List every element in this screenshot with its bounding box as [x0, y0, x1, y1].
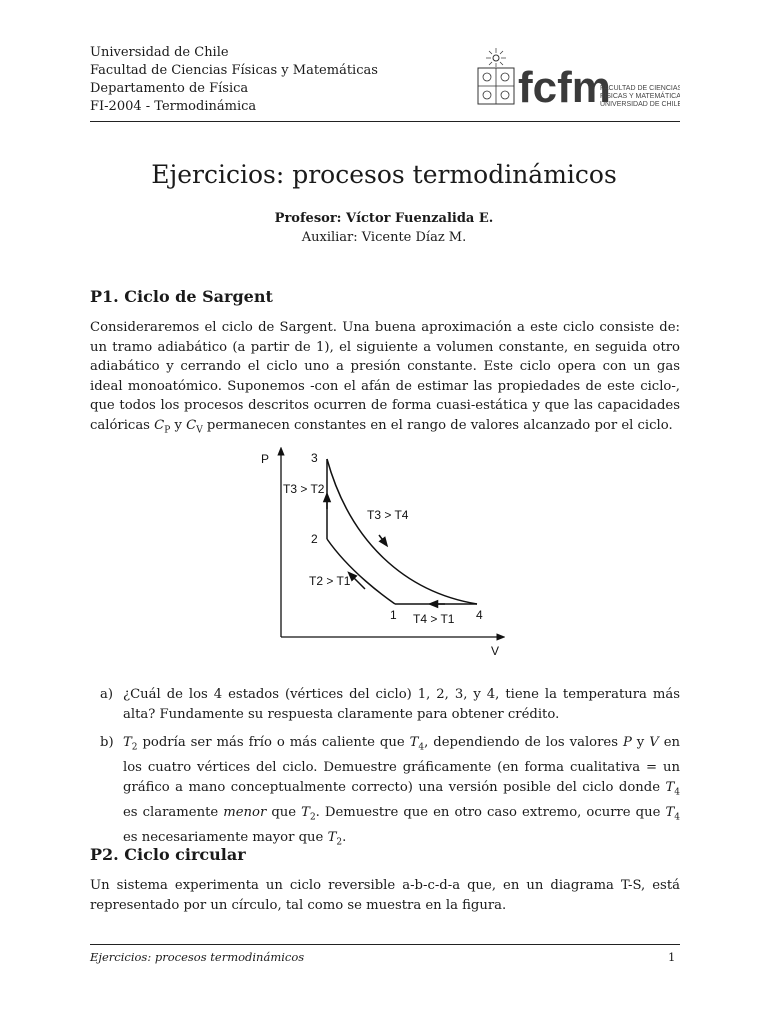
arrow-3-4: [379, 535, 385, 543]
arrow-1-2: [351, 575, 365, 589]
assistant-line: Auxiliar: Vicente Díaz M.: [301, 230, 467, 245]
p1-heading: P1. Ciclo de Sargent: [90, 287, 273, 306]
sym-sub: 2: [309, 812, 316, 823]
label-t2-gt-t1: T2 > T1: [309, 574, 351, 588]
p1-text-a: Consideraremos el ciclo de Sargent. Una buena aproximación a este ciclo consiste de: un tramo adiabático (a partir de 1), el siguiente a volumen constante, en seguida otro adiabático y cerrando el ciclo uno a presión constante. Este ciclo opera con un gas ideal monoatómico. Suponemos -con el afán de estimar las propiedades de este ciclo-, que todos los procesos descritos ocurren de forma cuasi-estática y que las capacidades calóricas: [90, 320, 680, 433]
text-run: , dependiendo de los valores: [424, 735, 623, 750]
page-title: Ejercicios: procesos termodinámicos: [151, 160, 617, 189]
sym-t: T: [123, 735, 132, 750]
sym-sub: 4: [674, 787, 680, 798]
text-run: que: [266, 804, 302, 820]
header-faculty: Facultad de Ciencias Físicas y Matemáticas: [90, 63, 378, 78]
text-run: . Demuestre que en otro caso extremo, ocurre que: [315, 804, 666, 820]
header-course: FI-2004 - Termodinámica: [90, 99, 257, 114]
header-department: Departamento de Física: [90, 81, 249, 96]
footer-title: Ejercicios: procesos termodinámicos: [90, 950, 305, 964]
university-seal-icon: [478, 48, 514, 104]
header-rule: [90, 121, 680, 122]
text-run: y: [631, 735, 650, 750]
p1-text-b: permanecen constantes en el rango de valores alcanzado por el ciclo.: [202, 417, 673, 433]
question-b-label: b): [100, 735, 114, 750]
question-b-text: [123, 733, 680, 853]
axis-v-label: V: [491, 644, 500, 658]
sym-t: T: [665, 779, 675, 795]
question-b: [90, 733, 681, 848]
professor-line: Profesor: Víctor Fuenzalida E.: [274, 211, 494, 226]
text-run: en los cuatro vértices del ciclo. Demuestre gráficamente (en forma cualitativa = un gráfico a mano conceptualmente correcto) una versión posible del ciclo donde: [123, 735, 681, 795]
footer-rule: [90, 944, 680, 945]
sym-sub: 2: [336, 837, 343, 848]
sym-t: T: [409, 735, 419, 750]
emph-menor: menor: [223, 804, 267, 820]
fcfm-logo: [470, 44, 680, 114]
sym-sub: 4: [418, 742, 425, 753]
question-a-text: ¿Cuál de los 4 estados (vértices del ciclo) 1, 2, 3, y 4, tiene la temperatura más alta? Fundamente su respuesta claramente para obtener crédito.: [123, 687, 680, 722]
p2-heading: P2. Ciclo circular: [90, 845, 246, 864]
logo-sub-1: FACULTAD DE CIENCIAS: [600, 85, 680, 92]
header-university: Universidad de Chile: [90, 45, 229, 60]
logo-wordmark: fcfm: [518, 63, 611, 112]
vertex-1-label: 1: [390, 608, 397, 622]
text-run: .: [342, 829, 347, 845]
vertex-2-label: 2: [311, 532, 318, 546]
sym-v: V: [649, 735, 659, 750]
text-run: podría ser más frío o más caliente que: [137, 735, 410, 750]
sym-t: T: [665, 804, 675, 820]
cp-subscript: P: [164, 425, 171, 436]
text-run: es necesariamente mayor que: [123, 829, 328, 845]
p1-text-and: y: [170, 417, 187, 433]
header-info: [90, 44, 378, 116]
cv-symbol: C: [186, 417, 197, 433]
page-number: 1: [668, 950, 676, 964]
label-t3-gt-t4: T3 > T4: [367, 508, 409, 522]
sargent-cycle-figure: [255, 447, 505, 662]
cp-symbol: C: [154, 417, 165, 433]
sym-t: T: [327, 829, 337, 845]
axis-p-label: P: [261, 452, 270, 466]
cv-subscript: V: [196, 425, 203, 436]
label-t4-gt-t1: T4 > T1: [413, 612, 455, 626]
sym-sub: 4: [674, 812, 680, 823]
sym-sub: 2: [131, 742, 138, 753]
text-run: es claramente: [123, 804, 224, 820]
p2-paragraph: Un sistema experimenta un ciclo reversible a-b-c-d-a que, en un diagrama T-S, está representado por un círculo, tal como se muestra en la figura.: [90, 878, 680, 913]
sym-t: T: [301, 804, 310, 820]
adiabat-1-2: [327, 539, 395, 604]
logo-sub-2: FÍSICAS Y MATEMÁTICAS: [600, 93, 680, 100]
vertex-4-label: 4: [476, 608, 483, 622]
label-t3-gt-t2: T3 > T2: [283, 482, 325, 496]
sym-p: P: [622, 735, 632, 750]
vertex-3-label: 3: [311, 451, 318, 465]
logo-sub-3: UNIVERSIDAD DE CHILE: [600, 101, 680, 108]
question-a-label: a): [100, 687, 114, 702]
p1-paragraph: [90, 318, 680, 441]
question-a: [90, 685, 680, 725]
